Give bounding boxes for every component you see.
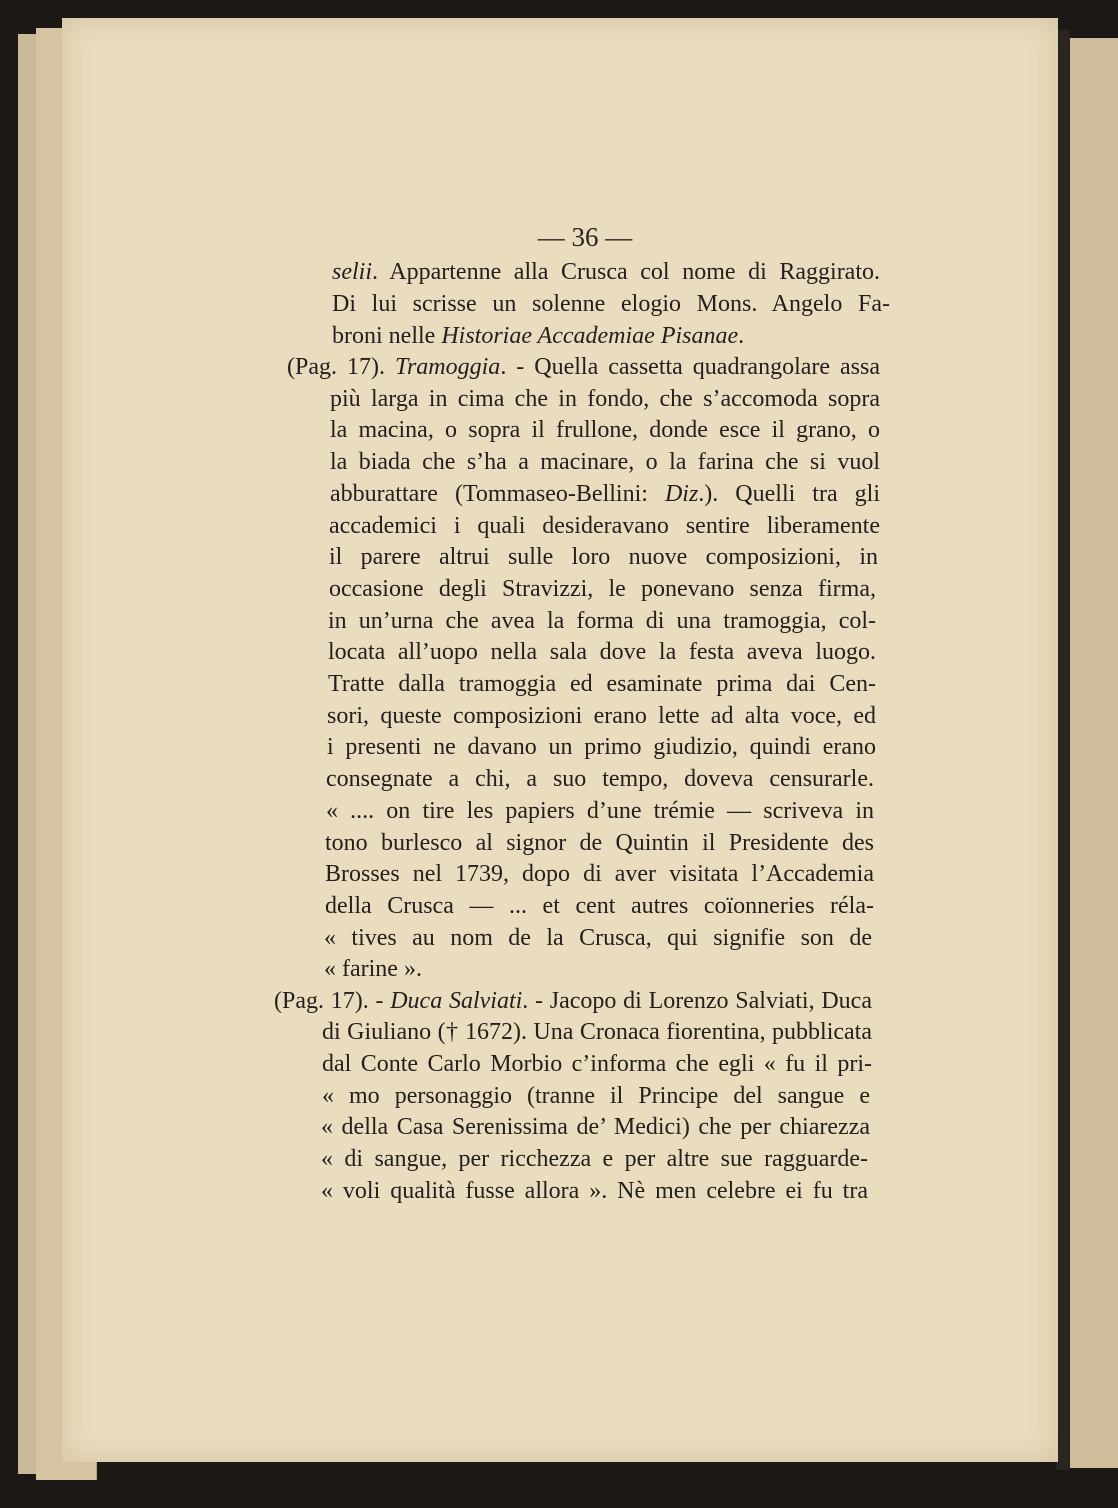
text-line: di Giuliano († 1672). Una Cronaca fiorentina, pubblicata: [322, 1019, 872, 1045]
text-line: Di lui scrisse un solenne elogio Mons. Angelo Fa-: [332, 291, 890, 317]
text-line: dal Conte Carlo Morbio c’informa che egli « fu il pri-: [322, 1051, 872, 1077]
text-line: tono burlesco al signor de Quintin il Presidente des: [325, 830, 874, 856]
text-line: sori, queste composizioni erano lette ad alta voce, ed: [327, 703, 876, 729]
text-line: selii. Appartenne alla Crusca col nome di Raggirato.: [332, 259, 880, 285]
text-line: la macina, o sopra il frullone, donde esce il grano, o: [330, 417, 880, 443]
text-line: più larga in cima che in fondo, che s’accomoda sopra: [330, 386, 880, 412]
text-line: (Pag. 17). - Duca Salviati. - Jacopo di Lorenzo Salviati, Duca: [274, 988, 872, 1014]
text-line: il parere altrui sulle loro nuove composizioni, in: [329, 544, 878, 570]
text-line: Brosses nel 1739, dopo di aver visitata l’Accademia: [325, 861, 874, 887]
text-line: broni nelle Historiae Accademiae Pisanae.: [332, 323, 745, 349]
text-line: Tratte dalla tramoggia ed esaminate prima dai Cen-: [328, 671, 876, 697]
text-line: « .... on tire les papiers d’une trémie — scriveva in: [326, 798, 874, 824]
text-line: occasione degli Stravizzi, le ponevano senza firma,: [329, 576, 876, 602]
text-line: locata all’uopo nella sala dove la festa aveva luogo.: [328, 639, 876, 665]
text-line: accademici i quali desideravano sentire liberamente: [329, 513, 880, 539]
book-gutter: [1056, 30, 1070, 1470]
text-line: i presenti ne davano un primo giudizio, quindi erano: [327, 734, 876, 760]
text-line: (Pag. 17). Tramoggia. - Quella cassetta quadrangolare assa: [287, 354, 881, 380]
text-line: « voli qualità fusse allora ». Nè men celebre ei fu tra: [321, 1178, 868, 1204]
text-line: consegnate a chi, a suo tempo, doveva censurarle.: [326, 766, 874, 792]
text-line: « mo personaggio (tranne il Principe del sangue e: [322, 1083, 870, 1109]
text-line: della Crusca — ... et cent autres coïonneries réla-: [325, 893, 874, 919]
text-line: « della Casa Serenissima de’ Medici) che per chiarezza: [321, 1114, 870, 1140]
page-number: — 36 —: [537, 222, 633, 252]
text-line: in un’urna che avea la forma di una tramoggia, col-: [328, 608, 876, 634]
text-line: abburattare (Tommaseo-Bellini: Diz.). Quelli tra gli: [330, 481, 880, 507]
text-line: la biada che s’ha a macinare, o la farina che si vuol: [330, 449, 880, 475]
text-line: « di sangue, per ricchezza e per altre sue ragguarde-: [321, 1146, 868, 1172]
text-line: « farine ».: [324, 956, 422, 982]
text-line: « tives au nom de la Crusca, qui signifie son de: [324, 925, 872, 951]
